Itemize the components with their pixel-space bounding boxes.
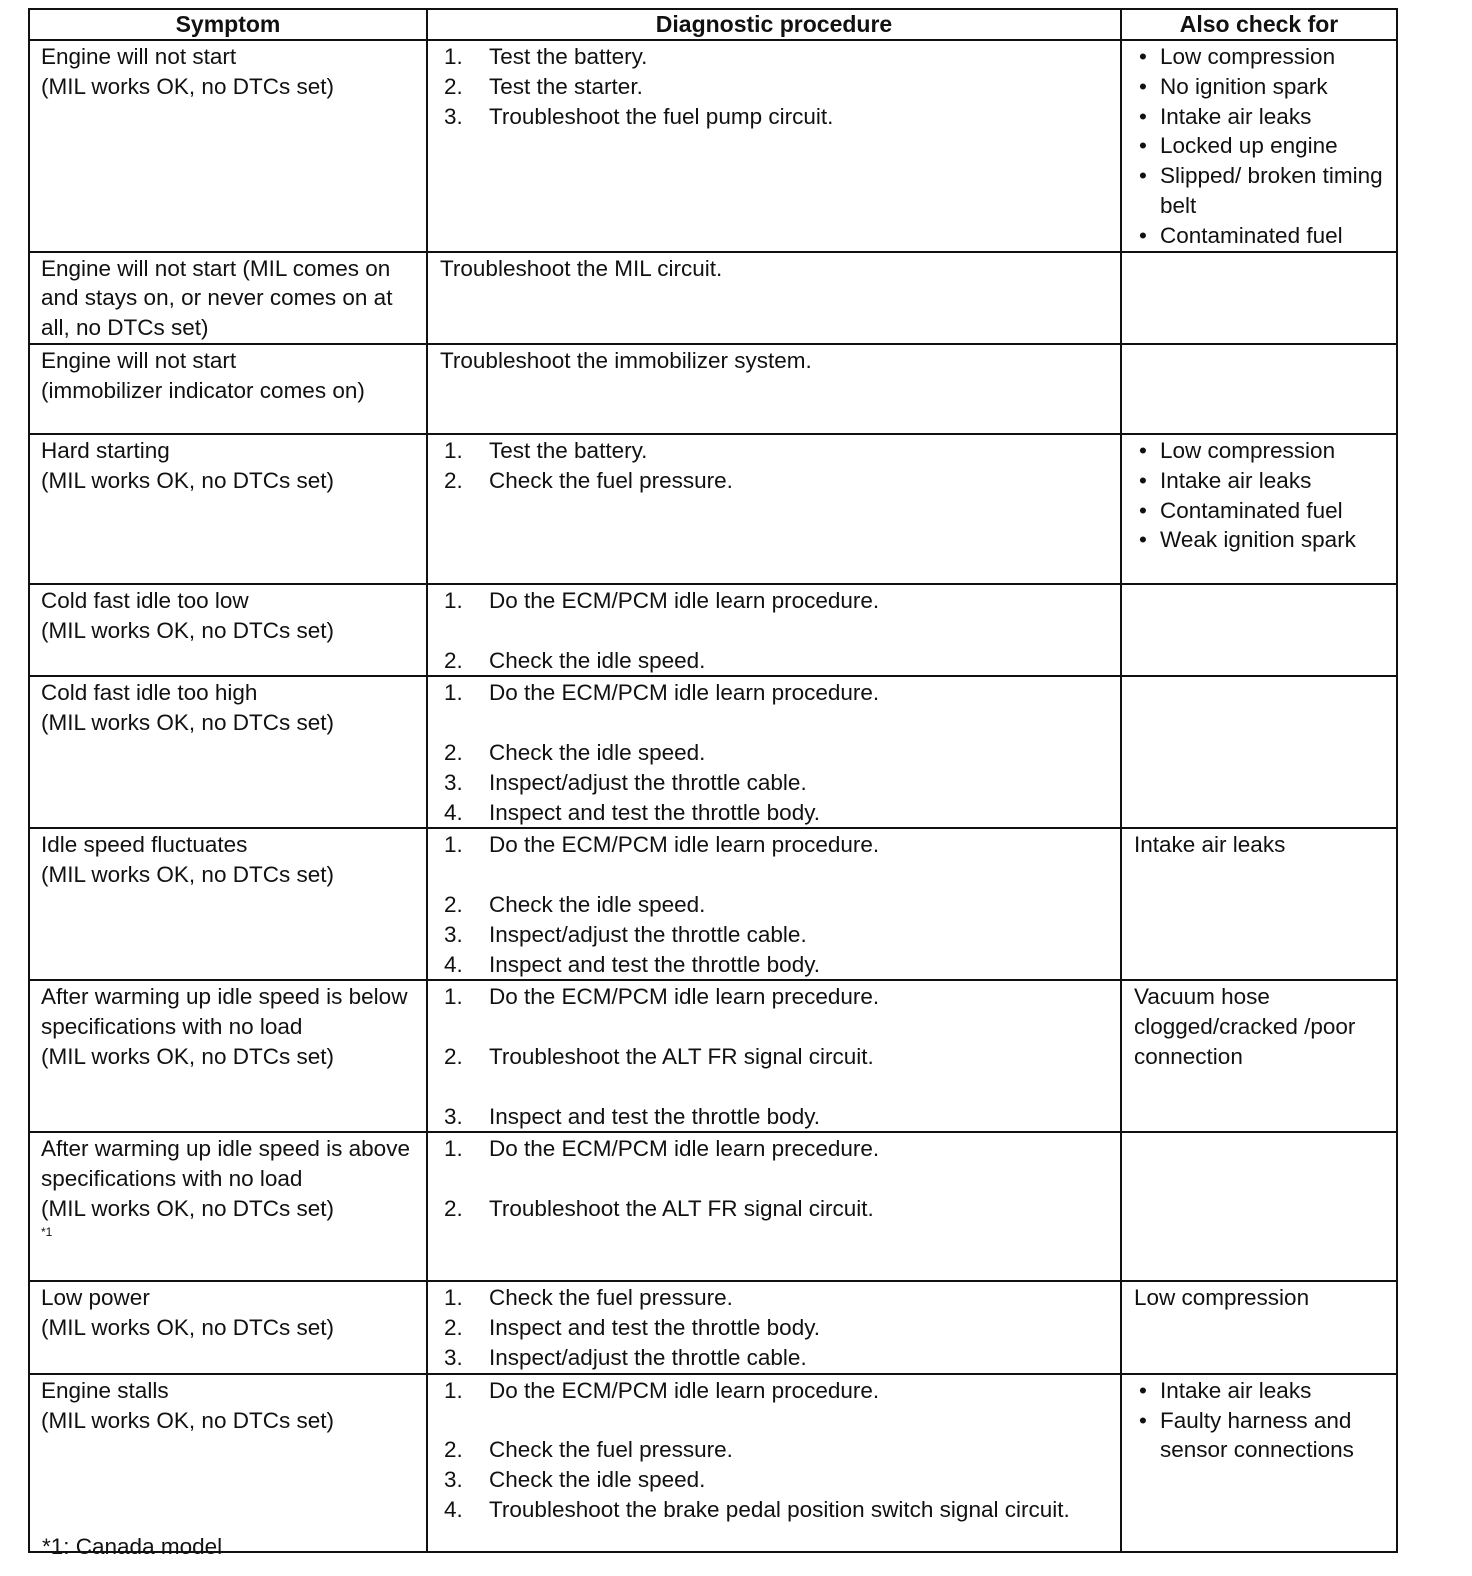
procedure-cell (427, 434, 1121, 584)
step-number: 2. (444, 1437, 463, 1463)
procedure-step (444, 768, 1090, 798)
procedure-step (444, 646, 1090, 676)
table-row (29, 676, 1397, 828)
also-check-item: • Intake air leaks (1136, 466, 1390, 496)
procedure-step (444, 1042, 1090, 1072)
table-row (29, 252, 1397, 344)
step-text: Troubleshoot the ALT FR signal circuit. (489, 1043, 874, 1069)
step-number: 2. (444, 1315, 463, 1341)
step-number: 3. (444, 103, 463, 129)
step-number: 1. (444, 1136, 463, 1162)
procedure-step (444, 1465, 1090, 1495)
step-text: Inspect/adjust the throttle cable. (489, 769, 807, 795)
symptom-line: (MIL works OK, no DTCs set) (41, 617, 334, 643)
procedure-step (444, 436, 1090, 466)
step-text: Do the ECM/PCM idle learn procedure. (489, 587, 880, 613)
symptom-cell (29, 434, 427, 584)
symptom-cell (29, 1374, 427, 1552)
symptom-line: (MIL works OK, no DTCs set) (41, 710, 334, 736)
procedure-steps (428, 1375, 1120, 1525)
table-row (29, 1374, 1397, 1552)
symptom-cell (29, 40, 427, 252)
header-diagnostic-procedure: Diagnostic procedure (427, 9, 1121, 40)
footnote: *1: Canada model (42, 1534, 223, 1559)
also-check-item: • Weak ignition spark (1136, 525, 1390, 555)
procedure-cell (427, 252, 1121, 344)
step-text: Inspect and test the throttle body. (489, 951, 821, 977)
also-check-cell (1121, 1281, 1397, 1373)
step-text: Inspect and test the throttle body. (489, 1103, 821, 1129)
symptom-line: Engine will not start (41, 347, 237, 373)
step-text: Do the ECM/PCM idle learn procedure. (489, 832, 880, 858)
table-row (29, 434, 1397, 584)
step-text: Troubleshoot the fuel pump circuit. (489, 103, 834, 129)
procedure-cell (427, 584, 1121, 676)
step-text: Check the idle speed. (489, 891, 706, 917)
step-text: Test the starter. (489, 73, 643, 99)
symptom-line: Engine stalls (41, 1377, 169, 1403)
step-number: 1. (444, 587, 463, 613)
symptom-line: After warming up idle speed is above specifications with no load (41, 1136, 410, 1192)
header-also-check-for: Also check for (1121, 9, 1397, 40)
table-row (29, 1281, 1397, 1373)
step-number: 2. (444, 739, 463, 765)
step-text: Troubleshoot the brake pedal position switch signal circuit. (489, 1496, 1070, 1522)
step-number: 1. (444, 437, 463, 463)
procedure-step (444, 1134, 1090, 1164)
procedure-cell (427, 1374, 1121, 1552)
header-symptom: Symptom (29, 9, 427, 40)
symptom-cell (29, 584, 427, 676)
symptom-line: (immobilizer indicator comes on) (41, 377, 365, 403)
also-check-item: • No ignition spark (1136, 72, 1390, 102)
procedure-step (444, 950, 1090, 980)
step-text: Inspect/adjust the throttle cable. (489, 921, 807, 947)
procedure-cell (427, 1132, 1121, 1281)
procedure-steps (428, 585, 1120, 675)
symptom-line: Engine will not start (41, 44, 237, 69)
also-check-cell (1121, 828, 1397, 980)
symptom-line: (MIL works OK, no DTCs set) (41, 1315, 334, 1341)
also-check-cell (1121, 40, 1397, 252)
procedure-cell (427, 980, 1121, 1132)
symptom-line: (MIL works OK, no DTCs set) (41, 1043, 334, 1069)
also-check-cell (1121, 252, 1397, 344)
step-number: 4. (444, 951, 463, 977)
step-text: Check the fuel pressure. (489, 1437, 733, 1463)
also-check-item: • Locked up engine (1136, 131, 1390, 161)
table-row (29, 344, 1397, 434)
symptom-troubleshooting-table (28, 8, 1398, 1553)
procedure-cell (427, 676, 1121, 828)
procedure-step (444, 920, 1090, 950)
symptom-cell (29, 252, 427, 344)
step-text: Do the ECM/PCM idle learn procedure. (489, 680, 880, 706)
step-number: 1. (444, 680, 463, 706)
also-check-item: • Contaminated fuel (1136, 221, 1390, 251)
symptom-line: Hard starting (41, 437, 170, 463)
step-number: 1. (444, 832, 463, 858)
procedure-step (444, 1495, 1090, 1525)
also-check-cell (1121, 584, 1397, 676)
step-text: Troubleshoot the ALT FR signal circuit. (489, 1195, 874, 1221)
procedure-step (444, 890, 1090, 920)
procedure-cell (427, 828, 1121, 980)
step-number: 2. (444, 1043, 463, 1069)
step-number: 2. (444, 891, 463, 917)
procedure-step (444, 586, 1090, 616)
also-check-item: • Intake air leaks (1136, 1376, 1390, 1406)
table-body (29, 40, 1397, 1552)
symptom-line: Engine will not start (MIL comes on and stays on, or never comes on at all, no DTCs set) (41, 255, 393, 341)
symptom-line: Cold fast idle too low (41, 587, 249, 613)
also-check-cell (1121, 434, 1397, 584)
procedure-cell (427, 1281, 1121, 1373)
symptom-line: (MIL works OK, no DTCs set) (41, 73, 334, 99)
symptom-line: (MIL works OK, no DTCs set) (41, 1195, 334, 1221)
step-number: 1. (444, 1285, 463, 1311)
step-number: 4. (444, 1496, 463, 1522)
symptom-line: (MIL works OK, no DTCs set) (41, 862, 334, 888)
procedure-step (444, 1194, 1090, 1224)
procedure-steps (428, 435, 1120, 496)
table-row (29, 980, 1397, 1132)
step-number: 2. (444, 73, 463, 99)
procedure-step (444, 830, 1090, 860)
step-number: 1. (444, 44, 463, 69)
procedure-step (444, 678, 1090, 708)
step-text: Test the battery. (489, 44, 648, 69)
procedure-steps (428, 981, 1120, 1131)
also-check-list (1122, 435, 1396, 555)
step-text: Check the fuel pressure. (489, 1285, 733, 1311)
procedure-step (444, 1343, 1090, 1373)
step-text: Check the idle speed. (489, 1467, 706, 1493)
step-number: 2. (444, 1195, 463, 1221)
step-text: Do the ECM/PCM idle learn precedure. (489, 1136, 880, 1162)
also-check-text: Low compression (1134, 1285, 1310, 1311)
procedure-step (444, 798, 1090, 828)
step-number: 3. (444, 1344, 463, 1370)
header-row (29, 9, 1397, 40)
procedure-step (444, 42, 1090, 72)
also-check-cell (1121, 1132, 1397, 1281)
step-number: 3. (444, 921, 463, 947)
symptom-line: (MIL works OK, no DTCs set) (41, 467, 334, 493)
also-check-item: • Low compression (1136, 436, 1390, 466)
procedure-step (444, 466, 1090, 496)
step-text: Do the ECM/PCM idle learn procedure. (489, 1377, 880, 1403)
also-check-item: • Slipped/ broken timing belt (1136, 161, 1390, 221)
procedure-steps (428, 677, 1120, 827)
step-number: 1. (444, 984, 463, 1010)
symptom-cell (29, 1281, 427, 1373)
procedure-step (444, 102, 1090, 132)
troubleshooting-sheet (28, 8, 1396, 1553)
procedure-step (444, 1283, 1090, 1313)
step-number: 3. (444, 1103, 463, 1129)
table-row (29, 1132, 1397, 1281)
also-check-cell (1121, 676, 1397, 828)
symptom-line: Cold fast idle too high (41, 680, 258, 706)
step-number: 3. (444, 769, 463, 795)
step-number: 1. (444, 1377, 463, 1403)
procedure-steps (428, 1133, 1120, 1223)
footnote-marker: *1 (41, 1224, 53, 1239)
also-check-cell (1121, 344, 1397, 434)
also-check-list (1122, 1375, 1396, 1465)
symptom-line: After warming up idle speed is below specifications with no load (41, 984, 408, 1040)
procedure-steps (428, 41, 1120, 131)
symptom-line: (MIL works OK, no DTCs set) (41, 1407, 334, 1433)
procedure-step (444, 1435, 1090, 1465)
procedure-step (444, 738, 1090, 768)
symptom-line: Low power (41, 1285, 150, 1311)
procedure-step (444, 1376, 1090, 1406)
step-text: Check the idle speed. (489, 647, 706, 673)
also-check-item: • Faulty harness and sensor connections (1136, 1406, 1390, 1466)
also-check-item: • Intake air leaks (1136, 102, 1390, 132)
step-text: Inspect and test the throttle body. (489, 1315, 821, 1341)
procedure-steps (428, 1282, 1120, 1372)
procedure-step (444, 72, 1090, 102)
procedure-cell (427, 344, 1121, 434)
procedure-step (444, 1313, 1090, 1343)
also-check-list (1122, 41, 1396, 251)
also-check-item: • Contaminated fuel (1136, 496, 1390, 526)
symptom-cell (29, 828, 427, 980)
step-number: 2. (444, 467, 463, 493)
step-text: Test the battery. (489, 437, 648, 463)
table-row (29, 40, 1397, 252)
step-number: 2. (444, 647, 463, 673)
also-check-item: • Low compression (1136, 42, 1390, 72)
also-check-text: Intake air leaks (1134, 832, 1286, 858)
step-text: Inspect/adjust the throttle cable. (489, 1344, 807, 1370)
also-check-cell (1121, 980, 1397, 1132)
symptom-cell (29, 1132, 427, 1281)
step-number: 4. (444, 799, 463, 825)
step-text: Check the idle speed. (489, 739, 706, 765)
symptom-cell (29, 980, 427, 1132)
procedure-text: Troubleshoot the immobilizer system. (440, 347, 812, 373)
procedure-step (444, 1102, 1090, 1132)
also-check-text: Vacuum hose clogged/cracked /poor connection (1134, 984, 1356, 1069)
step-text: Check the fuel pressure. (489, 467, 733, 493)
step-text: Inspect and test the throttle body. (489, 799, 821, 825)
symptom-cell (29, 676, 427, 828)
table-row (29, 828, 1397, 980)
procedure-step (444, 982, 1090, 1012)
symptom-cell (29, 344, 427, 434)
symptom-line: Idle speed fluctuates (41, 832, 248, 858)
step-text: Do the ECM/PCM idle learn precedure. (489, 984, 880, 1010)
also-check-cell (1121, 1374, 1397, 1552)
procedure-cell (427, 40, 1121, 252)
step-number: 3. (444, 1467, 463, 1493)
procedure-steps (428, 829, 1120, 979)
procedure-text: Troubleshoot the MIL circuit. (440, 255, 723, 281)
table-row (29, 584, 1397, 676)
